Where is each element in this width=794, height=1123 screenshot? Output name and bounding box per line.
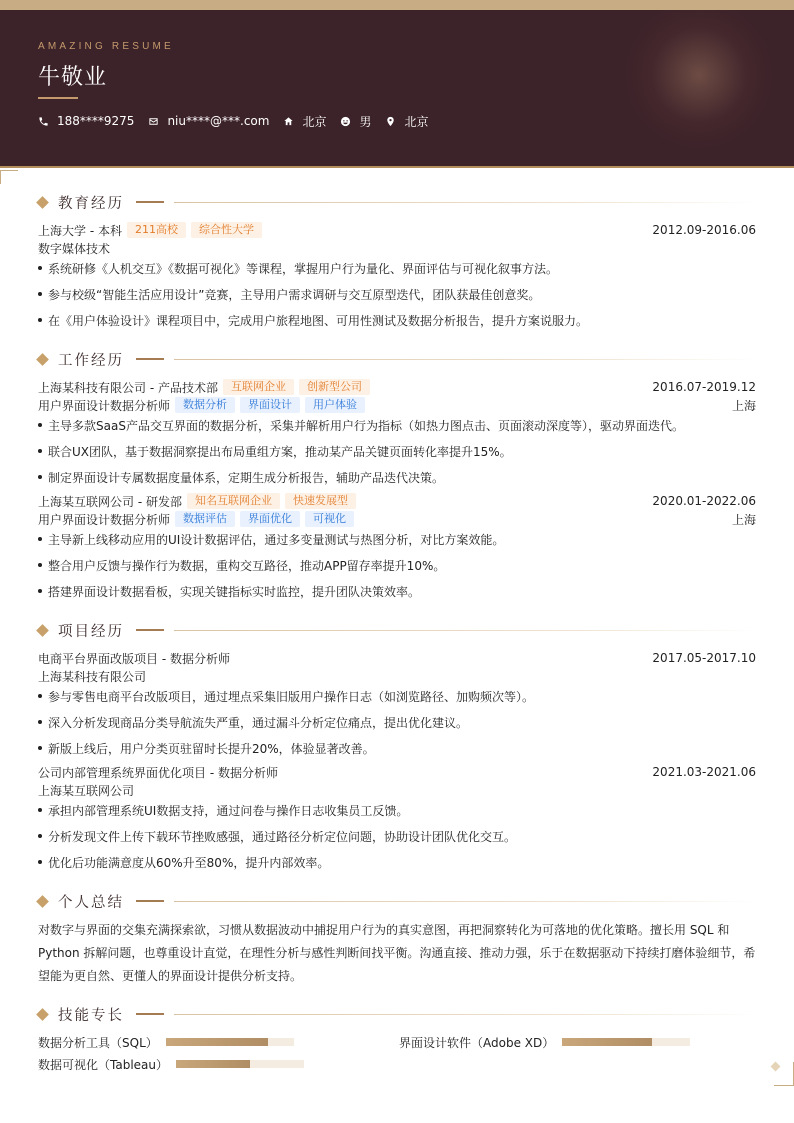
skill-bar-fill [166,1038,268,1046]
bullet-dot [38,449,42,453]
brand-label: AMAZING RESUME [38,41,174,52]
bullet-text: 优化后功能满意度从60%升至80%，提升内部效率。 [48,855,330,870]
location-text: 北京 [404,114,429,129]
work-bullet [38,442,756,460]
section-rule [174,901,756,902]
section-dash [136,629,164,631]
company-tag: 快速发展型 [285,493,356,509]
location-icon [385,116,396,127]
diamond-icon [36,353,49,366]
company-tag: 知名互联网企业 [187,493,280,509]
skill-name: 界面设计软件（Adobe XD） [399,1035,555,1050]
skill-bar-fill [562,1038,652,1046]
education-bullet [38,285,756,303]
role-tag: 数据分析 [175,397,235,413]
skill-bar [166,1038,294,1046]
bullet-text: 整合用户反馈与操作行为数据，重构交互路径，推动APP留存率提升10%。 [48,558,446,573]
section-dash [136,900,164,902]
contact-phone [38,114,134,128]
contact-hometown [283,113,326,130]
project-title: 电商平台界面改版项目 - 数据分析师 [38,651,230,666]
home-icon [283,116,294,127]
skill-name: 数据分析工具（SQL） [38,1035,158,1050]
project-bullet [38,801,756,819]
company-tag: 互联网企业 [223,379,294,395]
role-name: 用户界面设计数据分析师 [38,512,171,527]
bullet-dot [38,475,42,479]
name-underline [38,97,78,99]
project-company-row [38,781,756,799]
section-title-projects [36,620,756,640]
project-title: 公司内部管理系统界面优化项目 - 数据分析师 [38,765,278,780]
section-rule [174,630,756,631]
bullet-text: 承担内部管理系统UI数据支持，通过问卷与操作日志收集员工反馈。 [48,803,409,818]
bullet-dot [38,318,42,322]
work-city: 上海 [731,398,756,413]
header-bottom-line [0,166,794,168]
diamond-icon [36,624,49,637]
role-tag: 界面设计 [240,397,300,413]
hometown-text: 北京 [302,114,327,129]
skill-bar [176,1060,304,1068]
bullet-dot [38,266,42,270]
company-name: 上海某互联网公司 - 研发部 [38,494,182,509]
project-bullet [38,713,756,731]
work-period: 2020.01-2022.06 [652,494,756,508]
company-tag: 创新型公司 [299,379,370,395]
education-header-row [38,221,756,239]
work-period: 2016.07-2019.12 [652,380,756,394]
role-tag: 可视化 [305,511,354,527]
mail-icon [148,116,159,127]
section-label: 工作经历 [58,352,124,369]
role-name: 用户界面设计数据分析师 [38,398,171,413]
bullet-text: 分析发现文件上传下载环节挫败感强，通过路径分析定位问题，协助设计团队优化交互。 [48,829,517,844]
education-bullet [38,311,756,329]
project-title-row [38,649,756,667]
major-name: 数字媒体技术 [38,241,111,256]
gender-text: 男 [359,114,372,129]
education-tag: 211高校 [127,222,186,238]
corner-ornament-top-left [0,170,18,184]
bullet-dot [38,537,42,541]
bullet-dot [38,694,42,698]
gender-icon [340,116,351,127]
section-rule [174,1014,756,1015]
contact-location [385,113,428,130]
bullet-text: 主导多款SaaS产品交互界面的数据分析，采集并解析用户行为指标（如热力图点击、页面滚动深度等），驱动界面迭代。 [48,418,684,433]
work-city: 上海 [731,512,756,527]
section-dash [136,201,164,203]
skill-item [38,1033,294,1051]
section-label: 项目经历 [58,623,124,640]
skill-item [38,1055,304,1073]
bullet-text: 参与零售电商平台改版项目，通过埋点采集旧版用户操作日志（如浏览路径、加购频次等）。 [48,689,535,704]
project-company: 上海某互联网公司 [38,783,135,798]
contact-gender [340,113,371,130]
bullet-text: 主导新上线移动应用的UI设计数据评估，通过多变量测试与热图分析，对比方案效能。 [48,532,505,547]
work-bullet [38,556,756,574]
project-bullet [38,853,756,871]
bullet-dot [38,808,42,812]
project-bullet [38,739,756,757]
education-period: 2012.09-2016.06 [652,223,756,237]
project-company: 上海某科技有限公司 [38,669,147,684]
bullet-dot [38,563,42,567]
education-bullet [38,259,756,277]
section-dash [136,1013,164,1015]
project-company-row [38,667,756,685]
section-label: 教育经历 [58,195,124,212]
education-major-row [38,239,756,257]
bullet-text: 在《用户体验设计》课程项目中，完成用户旅程地图、可用性测试及数据分析报告，提升方案说服力。 [48,313,589,328]
bullet-dot [38,423,42,427]
bullet-text: 系统研修《人机交互》《数据可视化》等课程，掌握用户行为量化、界面评估与可视化叙事方法。 [48,261,559,276]
bullet-text: 联合UX团队，基于数据洞察提出布局重组方案，推动某产品关键页面转化率提升15%。 [48,444,512,459]
role-tag: 界面优化 [240,511,300,527]
work-bullet [38,416,756,434]
work-company-row [38,492,756,510]
school-name: 上海大学 - 本科 [38,223,122,238]
bullet-dot [38,589,42,593]
project-period: 2017.05-2017.10 [652,651,756,665]
section-title-skills [36,1004,756,1024]
bullet-text: 搭建界面设计数据看板，实现关键指标实时监控，提升团队决策效率。 [48,584,421,599]
section-label: 个人总结 [58,894,124,911]
contact-row [38,113,443,129]
section-label: 技能专长 [58,1007,124,1024]
phone-icon [38,116,49,127]
diamond-icon [36,895,49,908]
skill-bar [562,1038,690,1046]
project-bullet [38,827,756,845]
bullet-dot [38,292,42,296]
skill-item [399,1033,690,1051]
bullet-dot [38,720,42,724]
project-period: 2021.03-2021.06 [652,765,756,779]
education-tag: 综合性大学 [191,222,262,238]
resume-header [0,10,794,168]
section-dash [136,358,164,360]
project-title-row [38,763,756,781]
bullet-dot [38,746,42,750]
bullet-text: 新版上线后，用户分类页驻留时长提升20%，体验显著改善。 [48,741,375,756]
bullet-dot [38,860,42,864]
phone-text: 188****9275 [57,114,135,128]
work-role-row [38,396,756,414]
work-role-row [38,510,756,528]
section-rule [174,202,756,203]
diamond-icon [36,196,49,209]
skill-name: 数据可视化（Tableau） [38,1057,168,1072]
header-glow [624,10,774,150]
skill-bar-fill [176,1060,250,1068]
corner-ornament-bottom-right [774,1062,794,1086]
bullet-text: 制定界面设计专属数据度量体系，定期生成分析报告，辅助产品迭代决策。 [48,470,445,485]
project-bullet [38,687,756,705]
section-rule [174,359,756,360]
top-accent-bar [0,0,794,10]
work-bullet [38,582,756,600]
candidate-name: 牛敬业 [38,65,108,90]
bullet-text: 参与校级“智能生活应用设计”竞赛，主导用户需求调研与交互原型迭代，团队获最佳创意奖。 [48,287,541,302]
work-company-row [38,378,756,396]
diamond-icon [36,1008,49,1021]
section-title-summary [36,891,756,911]
section-title-education [36,192,756,212]
summary-text: 对数字与界面的交集充满探索欲，习惯从数据波动中捕捉用户行为的真实意图，再把洞察转化为可落地的优化策略。擅长用 SQL 和 Python 拆解问题，也尊重设计直觉，在理性分析与感性判断间找平衡。沟通直接、推动力强，乐于在数据驱动下持续打磨体验细节，希望能为更自然、更懂人的界面设计提供分析支持。 [38,923,756,983]
role-tag: 用户体验 [305,397,365,413]
role-tag: 数据评估 [175,511,235,527]
contact-email [148,114,269,128]
section-title-work [36,349,756,369]
email-text: niu****@***.com [167,114,270,128]
company-name: 上海某科技有限公司 - 产品技术部 [38,380,218,395]
bullet-dot [38,834,42,838]
work-bullet [38,530,756,548]
bullet-text: 深入分析发现商品分类导航流失严重，通过漏斗分析定位痛点，提出优化建议。 [48,715,469,730]
work-bullet [38,468,756,486]
